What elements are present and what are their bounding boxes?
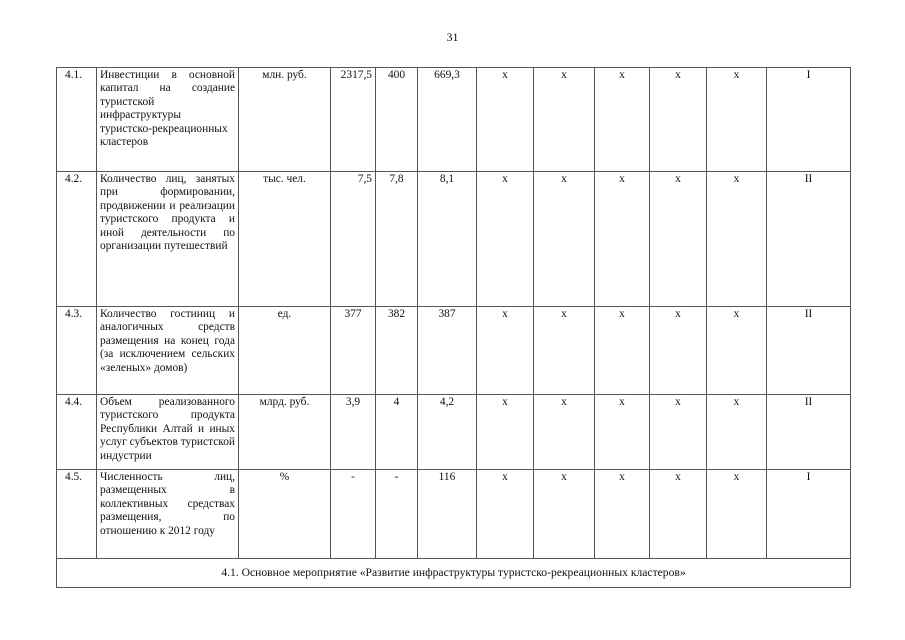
indicator-name: Количество гостиниц и аналогичных средств размещения на конец года (за исключением сельских «зеленых» домов) xyxy=(97,307,239,395)
main-activity-heading: 4.1. Основное мероприятие «Развитие инфраструктуры туристско-рекреационных кластеров» xyxy=(57,559,851,588)
category-cell: II xyxy=(767,172,851,307)
value-cell: 4 xyxy=(376,395,418,470)
page-number: 31 xyxy=(446,30,459,44)
x-cell: х xyxy=(477,395,534,470)
table-row xyxy=(57,395,851,470)
x-cell: х xyxy=(707,470,767,559)
category-cell: I xyxy=(767,68,851,172)
x-cell: х xyxy=(595,68,650,172)
category-cell: I xyxy=(767,470,851,559)
indicator-name: Объем реализованного туристского продукта Республики Алтай и иных услуг субъектов туристской индустрии xyxy=(97,395,239,470)
x-cell: х xyxy=(534,395,595,470)
value-cell: - xyxy=(376,470,418,559)
row-number: 4.5. xyxy=(57,470,97,559)
x-cell: х xyxy=(477,68,534,172)
value-cell: 377 xyxy=(331,307,376,395)
section-heading-row xyxy=(57,559,851,588)
x-cell: х xyxy=(477,307,534,395)
x-cell: х xyxy=(534,68,595,172)
value-cell: 3,9 xyxy=(331,395,376,470)
x-cell: х xyxy=(707,307,767,395)
x-cell: х xyxy=(595,470,650,559)
indicator-name: Количество лиц, занятых при формировании, продвижении и реализации туристского продукта и иной деятельности по организации путешествий xyxy=(97,172,239,307)
x-cell: х xyxy=(650,68,707,172)
row-number: 4.1. xyxy=(57,68,97,172)
x-cell: х xyxy=(477,172,534,307)
x-cell: х xyxy=(707,172,767,307)
value-cell: 2317,5 xyxy=(331,68,376,172)
unit-cell: % xyxy=(239,470,331,559)
value-cell: 387 xyxy=(418,307,477,395)
table-row xyxy=(57,307,851,395)
category-cell: II xyxy=(767,395,851,470)
x-cell: х xyxy=(595,395,650,470)
x-cell: х xyxy=(707,68,767,172)
x-cell: х xyxy=(534,307,595,395)
unit-cell: млрд. руб. xyxy=(239,395,331,470)
value-cell: 669,3 xyxy=(418,68,477,172)
table-row xyxy=(57,68,851,172)
value-cell: 400 xyxy=(376,68,418,172)
value-cell: 7,8 xyxy=(376,172,418,307)
indicator-name: Численность лиц, размещенных в коллективных средствах размещения, по отношению к 2012 году xyxy=(97,470,239,559)
unit-cell: ед. xyxy=(239,307,331,395)
indicator-name: Инвестиции в основной капитал на создание туристской инфраструктуры туристско-рекреационных кластеров xyxy=(97,68,239,172)
x-cell: х xyxy=(650,395,707,470)
value-cell: - xyxy=(331,470,376,559)
x-cell: х xyxy=(595,172,650,307)
row-number: 4.4. xyxy=(57,395,97,470)
unit-cell: тыс. чел. xyxy=(239,172,331,307)
unit-cell: млн. руб. xyxy=(239,68,331,172)
x-cell: х xyxy=(534,470,595,559)
x-cell: х xyxy=(650,470,707,559)
table-row xyxy=(57,470,851,559)
x-cell: х xyxy=(650,172,707,307)
x-cell: х xyxy=(707,395,767,470)
row-number: 4.3. xyxy=(57,307,97,395)
indicators-table xyxy=(56,67,851,588)
x-cell: х xyxy=(595,307,650,395)
value-cell: 7,5 xyxy=(331,172,376,307)
value-cell: 382 xyxy=(376,307,418,395)
value-cell: 116 xyxy=(418,470,477,559)
value-cell: 8,1 xyxy=(418,172,477,307)
x-cell: х xyxy=(534,172,595,307)
x-cell: х xyxy=(477,470,534,559)
value-cell: 4,2 xyxy=(418,395,477,470)
table-row xyxy=(57,172,851,307)
category-cell: II xyxy=(767,307,851,395)
row-number: 4.2. xyxy=(57,172,97,307)
x-cell: х xyxy=(650,307,707,395)
